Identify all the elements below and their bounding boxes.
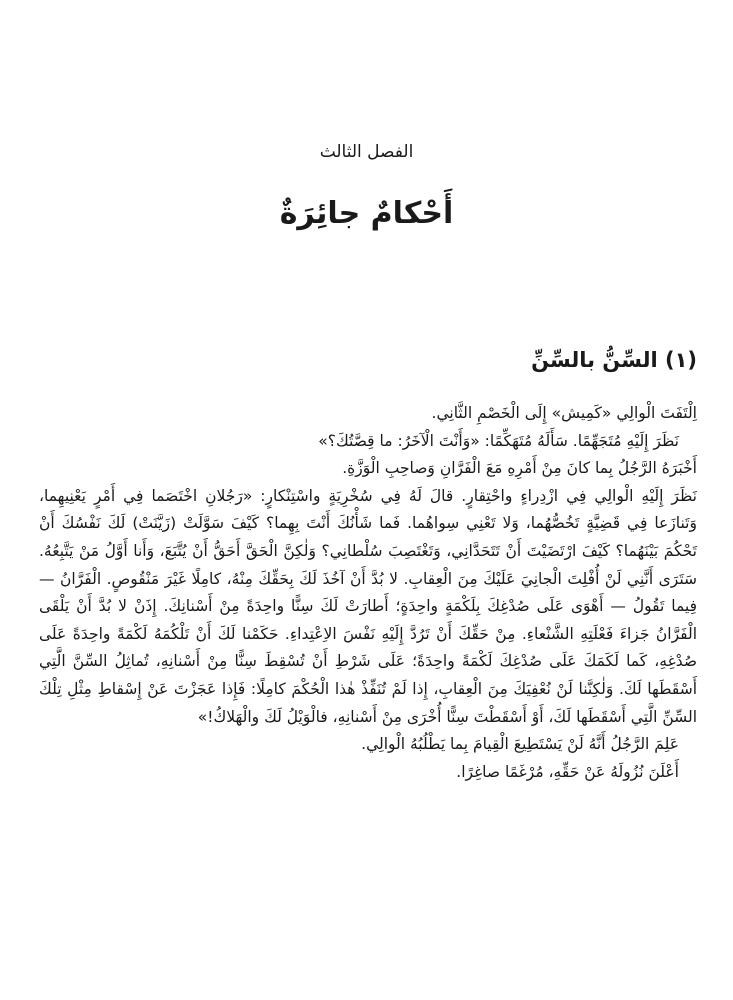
chapter-title: أَحْكامٌ جائِرَةٌ [279, 196, 454, 231]
paragraph: نَظَرَ إِلَيْهِ الْوالِي فِي ازْدِراءٍ واحْتِقارٍ. قالَ لَهُ فِي سُخْرِيَةٍ واسْتِنْكارٍ: «رَجُلانِ اخْتَصَما فِي أَمْرٍ يَعْنِيهِما، وَتَنازَعا فِي قَضِيَّةٍ تَخُصُّهُما، وَلا تَعْنِي سِواهُما. فَما شَأْنُكَ أَنْتَ بِهِما؟ كَيْفَ سَوَّلَتْ (زَيَّنَتْ) لَكَ نَفْسُكَ أَنْ تَحْكُمَ بَيْنَهُما؟ كَيْفَ ارْتَضَيْتَ أَنْ تَتَحَدَّانِي، وَتَغْتَصِبَ سُلْطانِي؟ وَلٰكِنَّ الْحَقَّ أَحَقُّ أَنْ يُتَّبَعَ، وَأَنا أَوَّلُ مَنْ يَتَّبِعُهُ. سَتَرَى أَنَّنِي لَنْ أُفْلِتَ الْجانِيَ عَلَيْكَ مِنَ الْعِقابِ. لا بُدَّ أَنْ آخُذَ لَكَ بِحَقِّكَ مِنْهُ، كامِلًا غَيْرَ مَنْقُوصٍ. الْفَرَّانُ — فِيما تَقُولُ — أَهْوَى عَلَى صُدْغِكَ بِلَكْمَةٍ واحِدَةٍ؛ أَطارَتْ لَكَ سِنًّا واحِدَةً مِنْ أَسْنانِكَ. إِذَنْ لا بُدَّ أَنْ يَلْقَى الْفَرَّانُ جَزاءَ فَعْلَتِهِ الشَّنْعاءِ. مِنْ حَقِّكَ أَنْ تَرُدَّ إِلَيْهِ نَفْسَ الاِعْتِداءِ. حَكَمْنا لَكَ أَنْ تَلْكُمَهُ لَكْمَةً واحِدَةً عَلَى صُدْغِهِ، كَما لَكَمَكَ عَلَى صُدْغِكَ لَكْمَةً واحِدَةً؛ عَلَى شَرْطِ أَنْ تُسْقِطَ سِنًّا مِنْ أَسْنانِهِ، تُماثِلُ السِّنَّ الَّتِي أَسْقَطَها لَكَ. وَلٰكِنَّنا لَنْ نُعْفِيَكَ مِنَ الْعِقابِ، إِذا لَمْ تُنَفِّذْ هٰذا الْحُكْمَ كامِلًا: فَإِذا عَجَزْتَ عَنْ إِسْقاطِ مِثْلِ تِلْكَ السِّنِّ الَّتِي أَسْقَطَها لَكَ، أَوْ أَسْقَطْتَ سِنًّا أُخْرَى مِنْ أَسْنانِهِ، فالْوَيْلُ لَكَ والْهَلاكُ!» [39, 486, 697, 726]
chapter-label: الفصل الثالث [319, 142, 414, 162]
paragraph: أَعْلَنَ نُزُولَهُ عَنْ حَقِّهِ، مُرْغَمًا صاغِرًا. [456, 762, 679, 781]
paragraph: أَخْبَرَهُ الرَّجُلُ بِما كانَ مِنْ أَمْرِهِ مَعَ الْفَرَّانِ وَصاحِبِ الْوَزَّةِ. [342, 459, 697, 478]
paragraph: نَظَرَ إِلَيْهِ مُتَجَهِّمًا. سَأَلَهُ مُتَهَكِّمًا: «وَأَنْتَ الْآخَرُ: ما قِصَّتُكَ؟» [318, 431, 679, 450]
paragraph: عَلِمَ الرَّجُلُ أَنَّهُ لَنْ يَسْتَطِيعَ الْقِيامَ بِما يَطْلُبُهُ الْوالِي. [361, 735, 679, 754]
section-heading: (١) السِّنُّ بالسِّنِّ [531, 348, 697, 372]
paragraph: اِلْتَفَتَ الْوالِي «كَمِيش» إِلَى الْخَصْمِ الثَّانِي. [431, 404, 697, 422]
body-text [39, 400, 697, 786]
